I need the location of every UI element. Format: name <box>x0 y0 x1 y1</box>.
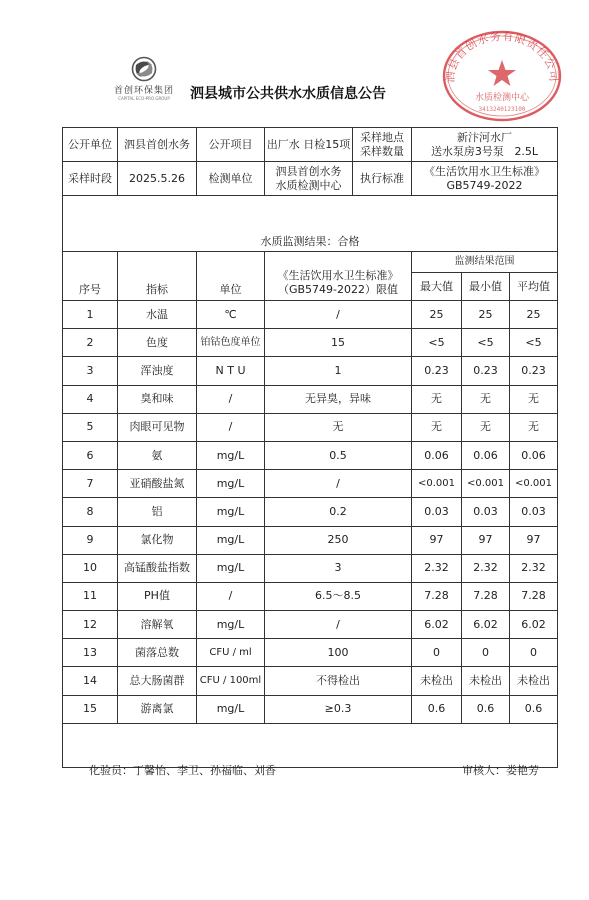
standard-limit: 100 <box>265 639 412 667</box>
label-testing-unit: 检测单位 <box>197 162 265 196</box>
official-seal-icon <box>438 22 566 122</box>
unit: 铂钴色度单位 <box>197 329 265 357</box>
indicator-name: 高锰酸盐指数 <box>118 554 197 582</box>
inspectors: 化验员：丁馨怡、李卫、孙福临、刘香 <box>89 764 276 777</box>
row-index: 4 <box>63 385 118 413</box>
min-value: 97 <box>462 526 510 554</box>
min-value: 0.03 <box>462 498 510 526</box>
avg-value: 0.06 <box>510 441 558 469</box>
standard-limit: 1 <box>265 357 412 385</box>
standard-value <box>412 162 558 196</box>
avg-value: 0.6 <box>510 695 558 723</box>
standard-limit: 0.2 <box>265 498 412 526</box>
max-value: 无 <box>412 385 462 413</box>
row-index: 6 <box>63 441 118 469</box>
spacer-row <box>63 196 558 234</box>
label-publisher: 公开单位 <box>63 128 118 162</box>
table-row <box>63 385 558 413</box>
row-index: 3 <box>63 357 118 385</box>
table-row <box>63 470 558 498</box>
standard-name: 《生活饮用水卫生标准》 <box>424 164 545 178</box>
standard-limit: / <box>265 470 412 498</box>
indicator-name: 氯化物 <box>118 526 197 554</box>
results-table <box>62 195 558 768</box>
label-sampling-period: 采样时段 <box>63 162 118 196</box>
header-min: 最小值 <box>462 273 510 301</box>
table-row <box>63 695 558 723</box>
min-value: 0.6 <box>462 695 510 723</box>
project-value: 出厂水 日检15项 <box>265 128 353 162</box>
avg-value: <0.001 <box>510 470 558 498</box>
header-unit: 单位 <box>197 252 265 301</box>
unit: mg/L <box>197 554 265 582</box>
publisher-value: 泗县首创水务 <box>118 128 197 162</box>
indicator-name: 亚硝酸盐氮 <box>118 470 197 498</box>
unit: / <box>197 385 265 413</box>
table-row <box>63 498 558 526</box>
max-value: 7.28 <box>412 582 462 610</box>
row-index: 14 <box>63 667 118 695</box>
max-value: 无 <box>412 413 462 441</box>
standard-limit: 无 <box>265 413 412 441</box>
min-value: 无 <box>462 385 510 413</box>
label-sampling-quantity: 采样数量 <box>360 144 404 158</box>
table-row <box>63 357 558 385</box>
min-value: 0 <box>462 639 510 667</box>
sampling-period-value: 2025.5.26 <box>118 162 197 196</box>
standard-limit: 250 <box>265 526 412 554</box>
sampling-quantity-value: 2.5L <box>514 144 539 158</box>
row-index: 11 <box>63 582 118 610</box>
unit: CFU / ml <box>197 639 265 667</box>
min-value: <5 <box>462 329 510 357</box>
max-value: <5 <box>412 329 462 357</box>
min-value: 无 <box>462 413 510 441</box>
seal-center-text: 水质检测中心 <box>474 93 530 103</box>
row-index: 2 <box>63 329 118 357</box>
avg-value: 97 <box>510 526 558 554</box>
unit: / <box>197 413 265 441</box>
max-value: 0.06 <box>412 441 462 469</box>
avg-value: 无 <box>510 413 558 441</box>
sampling-labels <box>353 128 412 162</box>
max-value: 6.02 <box>412 611 462 639</box>
avg-value: 6.02 <box>510 611 558 639</box>
max-value: 25 <box>412 301 462 329</box>
info-row-2 <box>63 162 558 196</box>
row-index: 10 <box>63 554 118 582</box>
indicator-name: 铝 <box>118 498 197 526</box>
max-value: 2.32 <box>412 554 462 582</box>
table-row <box>63 441 558 469</box>
table-row <box>63 639 558 667</box>
sampling-site-detail: 送水泵房3号泵 <box>430 144 504 158</box>
seal-code: 3413240123100 <box>478 106 526 113</box>
company-logo <box>104 56 184 108</box>
avg-value: 25 <box>510 301 558 329</box>
testing-unit-line2: 水质检测中心 <box>275 178 342 192</box>
unit: ℃ <box>197 301 265 329</box>
label-sampling-site: 采样地点 <box>360 130 404 144</box>
info-row-1 <box>63 128 558 162</box>
max-value: 0.03 <box>412 498 462 526</box>
indicator-name: 水温 <box>118 301 197 329</box>
avg-value: 0.03 <box>510 498 558 526</box>
min-value: <0.001 <box>462 470 510 498</box>
header-row-1 <box>63 252 558 273</box>
unit: mg/L <box>197 498 265 526</box>
header-indicator: 指标 <box>118 252 197 301</box>
min-value: 未检出 <box>462 667 510 695</box>
indicator-name: 溶解氧 <box>118 611 197 639</box>
table-row <box>63 526 558 554</box>
indicator-name: 色度 <box>118 329 197 357</box>
water-quality-sheet <box>62 127 557 768</box>
standard-limit: 15 <box>265 329 412 357</box>
max-value: 0 <box>412 639 462 667</box>
min-value: 25 <box>462 301 510 329</box>
testing-unit-value <box>265 162 353 196</box>
row-index: 8 <box>63 498 118 526</box>
unit: mg/L <box>197 441 265 469</box>
sampling-site-value: 新汴河水厂 <box>457 130 512 144</box>
row-index: 15 <box>63 695 118 723</box>
label-project: 公开项目 <box>197 128 265 162</box>
standard-code: GB5749-2022 <box>446 178 523 192</box>
indicator-name: 浑浊度 <box>118 357 197 385</box>
standard-limit: 0.5 <box>265 441 412 469</box>
reviewer: 审核人：娄艳芳 <box>462 764 539 777</box>
row-index: 12 <box>63 611 118 639</box>
table-row <box>63 301 558 329</box>
indicator-name: PH值 <box>118 582 197 610</box>
avg-value: 0.23 <box>510 357 558 385</box>
standard-limit: / <box>265 611 412 639</box>
table-row <box>63 554 558 582</box>
max-value: 未检出 <box>412 667 462 695</box>
standard-limit: 6.5～8.5 <box>265 582 412 610</box>
unit: mg/L <box>197 470 265 498</box>
unit: N T U <box>197 357 265 385</box>
unit: mg/L <box>197 526 265 554</box>
standard-limit: 不得检出 <box>265 667 412 695</box>
standard-limit: 无异臭，异味 <box>265 385 412 413</box>
info-table <box>62 127 558 196</box>
max-value: <0.001 <box>412 470 462 498</box>
sampling-values <box>412 128 558 162</box>
table-row <box>63 667 558 695</box>
unit: mg/L <box>197 695 265 723</box>
min-value: 2.32 <box>462 554 510 582</box>
table-row <box>63 611 558 639</box>
label-standard: 执行标准 <box>353 162 412 196</box>
standard-limit: ≥0.3 <box>265 695 412 723</box>
indicator-name: 臭和味 <box>118 385 197 413</box>
seal-ring-text: 泗县首创水务有限责任公司 <box>443 29 561 84</box>
table-row <box>63 413 558 441</box>
logo-subtitle: CAPITAL ECO-PRO GROUP <box>118 96 170 101</box>
standard-limit: / <box>265 301 412 329</box>
avg-value: 无 <box>510 385 558 413</box>
indicator-name: 游离氯 <box>118 695 197 723</box>
header-index: 序号 <box>63 252 118 301</box>
blank-row <box>63 723 558 767</box>
indicator-name: 总大肠菌群 <box>118 667 197 695</box>
indicator-name: 氨 <box>118 441 197 469</box>
indicator-name: 菌落总数 <box>118 639 197 667</box>
results-title: 水质监测结果：合格 <box>63 234 558 252</box>
header-avg: 平均值 <box>510 273 558 301</box>
avg-value: 7.28 <box>510 582 558 610</box>
row-index: 7 <box>63 470 118 498</box>
row-index: 5 <box>63 413 118 441</box>
header-limit <box>265 252 412 301</box>
max-value: 97 <box>412 526 462 554</box>
page-title: 泗县城市公共供水水质信息公告 <box>190 86 386 102</box>
header-limit-code: （GB5749-2022）限值 <box>277 283 399 296</box>
avg-value: <5 <box>510 329 558 357</box>
indicator-name: 肉眼可见物 <box>118 413 197 441</box>
unit: / <box>197 582 265 610</box>
min-value: 0.06 <box>462 441 510 469</box>
header-range: 监测结果范围 <box>412 252 558 273</box>
table-row <box>63 329 558 357</box>
row-index: 1 <box>63 301 118 329</box>
row-index: 13 <box>63 639 118 667</box>
min-value: 0.23 <box>462 357 510 385</box>
min-value: 7.28 <box>462 582 510 610</box>
row-index: 9 <box>63 526 118 554</box>
logo-name: 首创环保集团 <box>113 86 174 96</box>
max-value: 0.6 <box>412 695 462 723</box>
unit: mg/L <box>197 611 265 639</box>
results-title-row <box>63 234 558 252</box>
table-row <box>63 582 558 610</box>
standard-limit: 3 <box>265 554 412 582</box>
avg-value: 2.32 <box>510 554 558 582</box>
unit: CFU / 100ml <box>197 667 265 695</box>
logo-swirl-icon <box>129 56 159 82</box>
min-value: 6.02 <box>462 611 510 639</box>
header-max: 最大值 <box>412 273 462 301</box>
testing-unit-line1: 泗县首创水务 <box>275 164 342 178</box>
header-limit-standard: 《生活饮用水卫生标准》 <box>277 269 399 282</box>
avg-value: 未检出 <box>510 667 558 695</box>
avg-value: 0 <box>510 639 558 667</box>
max-value: 0.23 <box>412 357 462 385</box>
